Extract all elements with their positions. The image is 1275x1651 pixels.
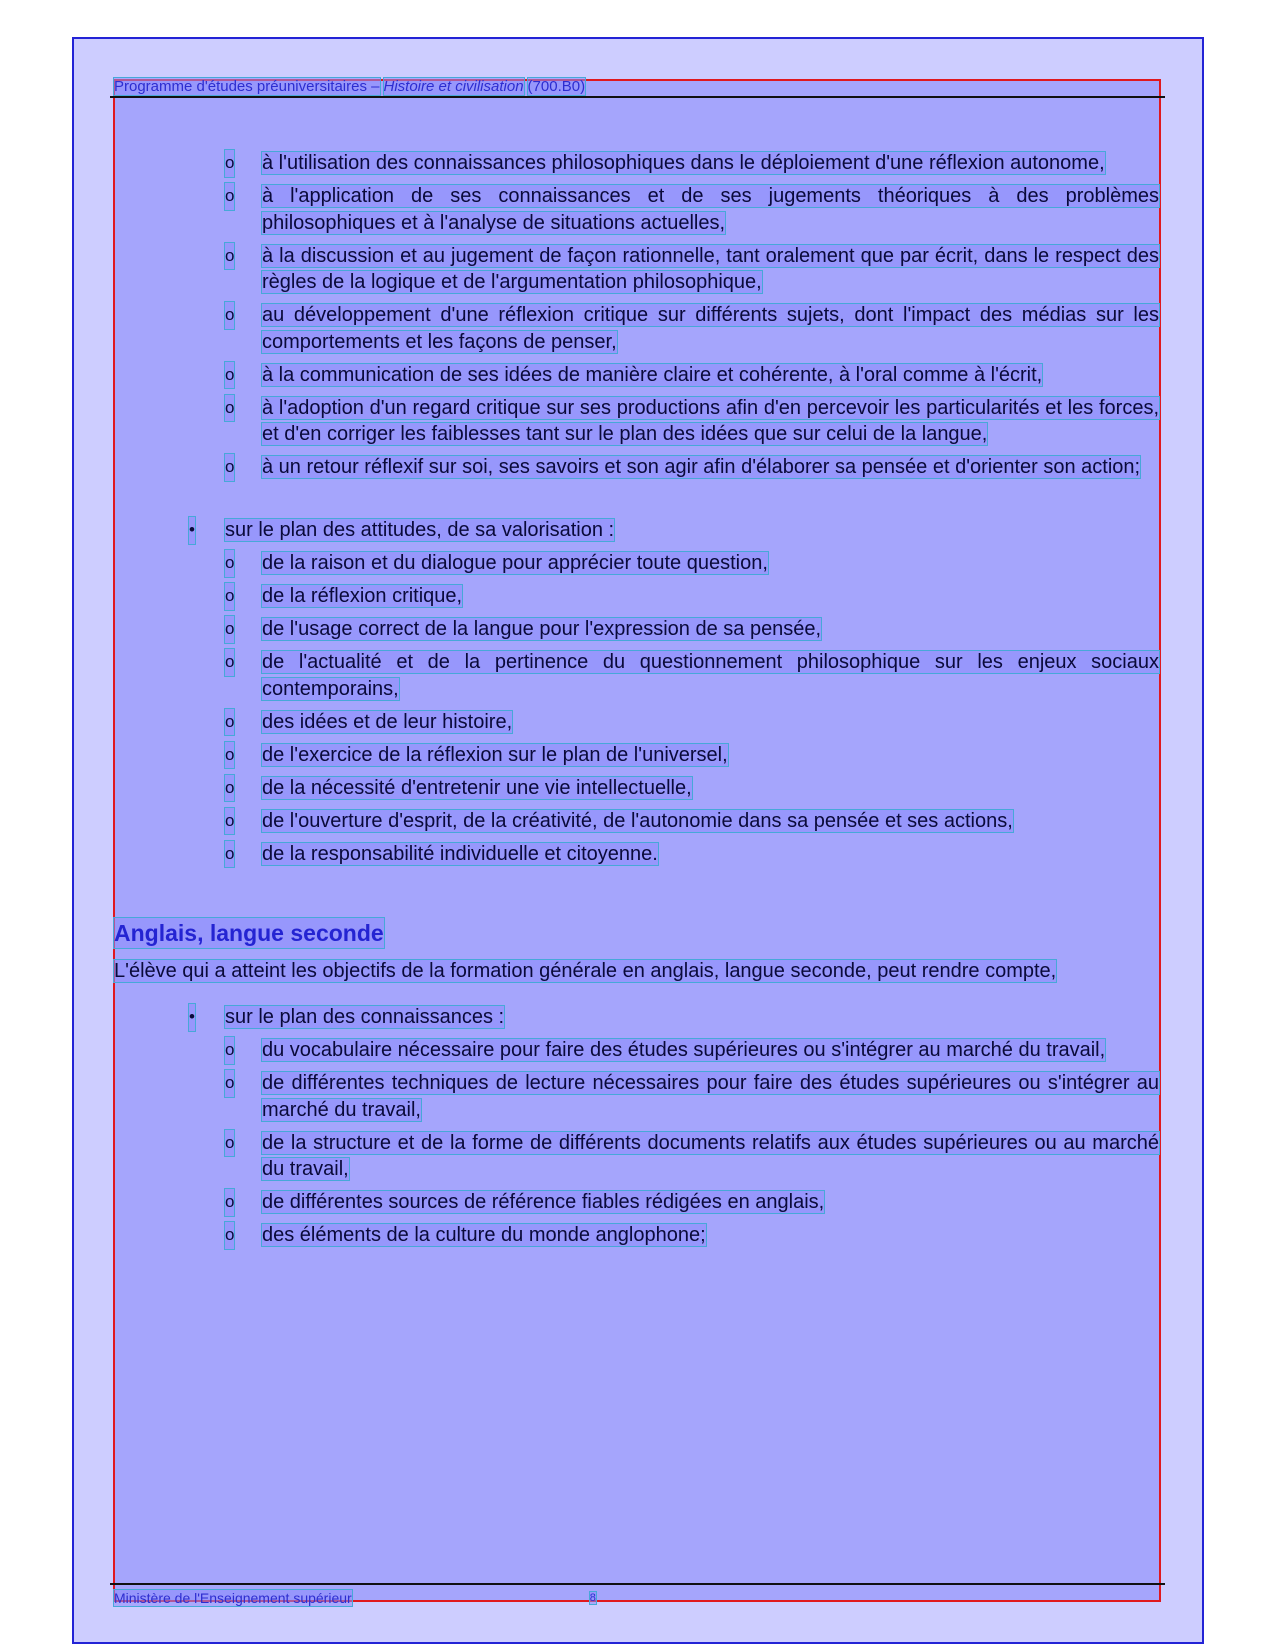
header-title: Histoire et civilisation [383, 78, 524, 95]
list-item [114, 1130, 1159, 1183]
list-item-text: de différentes techniques de lecture nécessaires pour faire des études supérieures ou s'intégrer au marché du travail, [262, 1072, 1159, 1121]
knowledge-list [114, 1037, 1159, 1249]
list-marker: o [225, 362, 234, 389]
list-item-text: à la communication de ses idées de manière claire et cohérente, à l'oral comme à l'écrit, [262, 363, 1043, 386]
list-marker: o [225, 841, 234, 868]
list-marker: o [225, 150, 234, 177]
list-item [114, 649, 1159, 702]
list-item-text: des éléments de la culture du monde anglophone; [262, 1224, 706, 1246]
list-item-text: de la structure et de la forme de différents documents relatifs aux études supérieures ou au marché du travail, [262, 1131, 1159, 1180]
list-item [114, 841, 1159, 868]
document-body [114, 150, 1159, 1255]
list-item [114, 550, 1159, 577]
list-marker: o [225, 808, 234, 835]
list-item-text: de l'exercice de la réflexion sur le plan de l'universel, [262, 743, 728, 766]
list-item [114, 1222, 1159, 1249]
philosophy-aptitudes-list [114, 150, 1159, 481]
list-item [114, 150, 1159, 177]
header-code: (700.B0) [527, 78, 586, 95]
attitudes-bullet [114, 517, 1159, 544]
list-marker: o [225, 183, 234, 210]
list-marker: o [225, 742, 234, 769]
list-item [114, 1189, 1159, 1216]
running-header [114, 78, 585, 95]
bullet-marker: • [189, 1004, 195, 1031]
knowledge-label: sur le plan des connaissances : [225, 1006, 505, 1028]
list-item [114, 1037, 1159, 1064]
list-marker: o [225, 616, 234, 643]
page-number: 8 [589, 1592, 596, 1604]
list-item-text: à la discussion et au jugement de façon rationnelle, tant oralement que par écrit, dans le respect des règles de la logique et de l'argumentation philosophique, [262, 244, 1159, 293]
list-item-text: à l'utilisation des connaissances philosophiques dans le déploiement d'une réflexion autonome, [262, 152, 1105, 174]
list-item [114, 1070, 1159, 1123]
attitudes-label: sur le plan des attitudes, de sa valorisation : [225, 519, 615, 541]
list-item-text: du vocabulaire nécessaire pour faire des études supérieures ou s'intégrer au marché du travail, [262, 1039, 1106, 1061]
list-item [114, 454, 1159, 481]
list-item-text: de la nécessité d'entretenir une vie intellectuelle, [262, 776, 692, 799]
list-item-text: à un retour réflexif sur soi, ses savoirs et son agir afin d'élaborer sa pensée et d'orienter son action; [262, 456, 1141, 478]
header-prefix: Programme d'études préuniversitaires – [114, 78, 380, 95]
list-item [114, 183, 1159, 236]
list-item-text: au développement d'une réflexion critique sur différents sujets, dont l'impact des médias sur les comportements et les façons de penser, [262, 304, 1159, 353]
list-item-text: de l'actualité et de la pertinence du questionnement philosophique sur les enjeux sociaux contemporains, [262, 651, 1159, 700]
list-marker: o [225, 302, 234, 329]
list-marker: o [225, 583, 234, 610]
section-intro [114, 958, 1159, 985]
bullet-marker: • [189, 517, 195, 544]
list-item [114, 709, 1159, 736]
list-item [114, 243, 1159, 296]
list-item-text: de l'ouverture d'esprit, de la créativité, de l'autonomie dans sa pensée et ses actions, [262, 809, 1013, 832]
list-marker: o [225, 1130, 234, 1157]
list-marker: o [225, 775, 234, 802]
list-item-text: de la raison et du dialogue pour apprécier toute question, [262, 552, 768, 574]
list-marker: o [225, 395, 234, 422]
list-marker: o [225, 649, 234, 676]
attitudes-list [114, 550, 1159, 867]
knowledge-bullet [114, 1004, 1159, 1031]
list-marker: o [225, 1222, 234, 1249]
list-marker: o [225, 1037, 234, 1064]
list-item-text: à l'adoption d'un regard critique sur ses productions afin d'en percevoir les particularités et les forces, et d'en corriger les faiblesses tant sur le plan des idées que sur celui de la langue, [262, 396, 1159, 445]
list-item-text: de différentes sources de référence fiables rédigées en anglais, [262, 1191, 825, 1213]
footer-ministry: Ministère de l'Enseignement supérieur [114, 1590, 352, 1606]
list-marker: o [225, 1189, 234, 1216]
list-item [114, 362, 1159, 389]
list-item [114, 395, 1159, 448]
list-marker: o [225, 709, 234, 736]
list-item [114, 742, 1159, 769]
list-item-text: de la responsabilité individuelle et citoyenne. [262, 842, 658, 865]
section-heading: Anglais, langue seconde [114, 919, 384, 946]
list-marker: o [225, 550, 234, 577]
list-marker: o [225, 1070, 234, 1097]
list-item [114, 808, 1159, 835]
list-item [114, 616, 1159, 643]
list-item-text: de la réflexion critique, [262, 585, 463, 607]
list-item-text: à l'application de ses connaissances et de ses jugements théoriques à des problèmes philosophiques et à l'analyse de situations actuelles, [262, 185, 1159, 234]
list-item-text: des idées et de leur histoire, [262, 710, 513, 733]
list-item [114, 302, 1159, 355]
list-item [114, 775, 1159, 802]
list-item [114, 583, 1159, 610]
header-rule [110, 96, 1165, 98]
list-marker: o [225, 243, 234, 270]
intro-text: L'élève qui a atteint les objectifs de la formation générale en anglais, langue seconde, peut rendre compte, [114, 959, 1057, 982]
list-marker: o [225, 454, 234, 481]
running-footer [114, 1590, 596, 1606]
footer-rule [110, 1583, 1165, 1585]
list-item-text: de l'usage correct de la langue pour l'expression de sa pensée, [262, 618, 822, 640]
